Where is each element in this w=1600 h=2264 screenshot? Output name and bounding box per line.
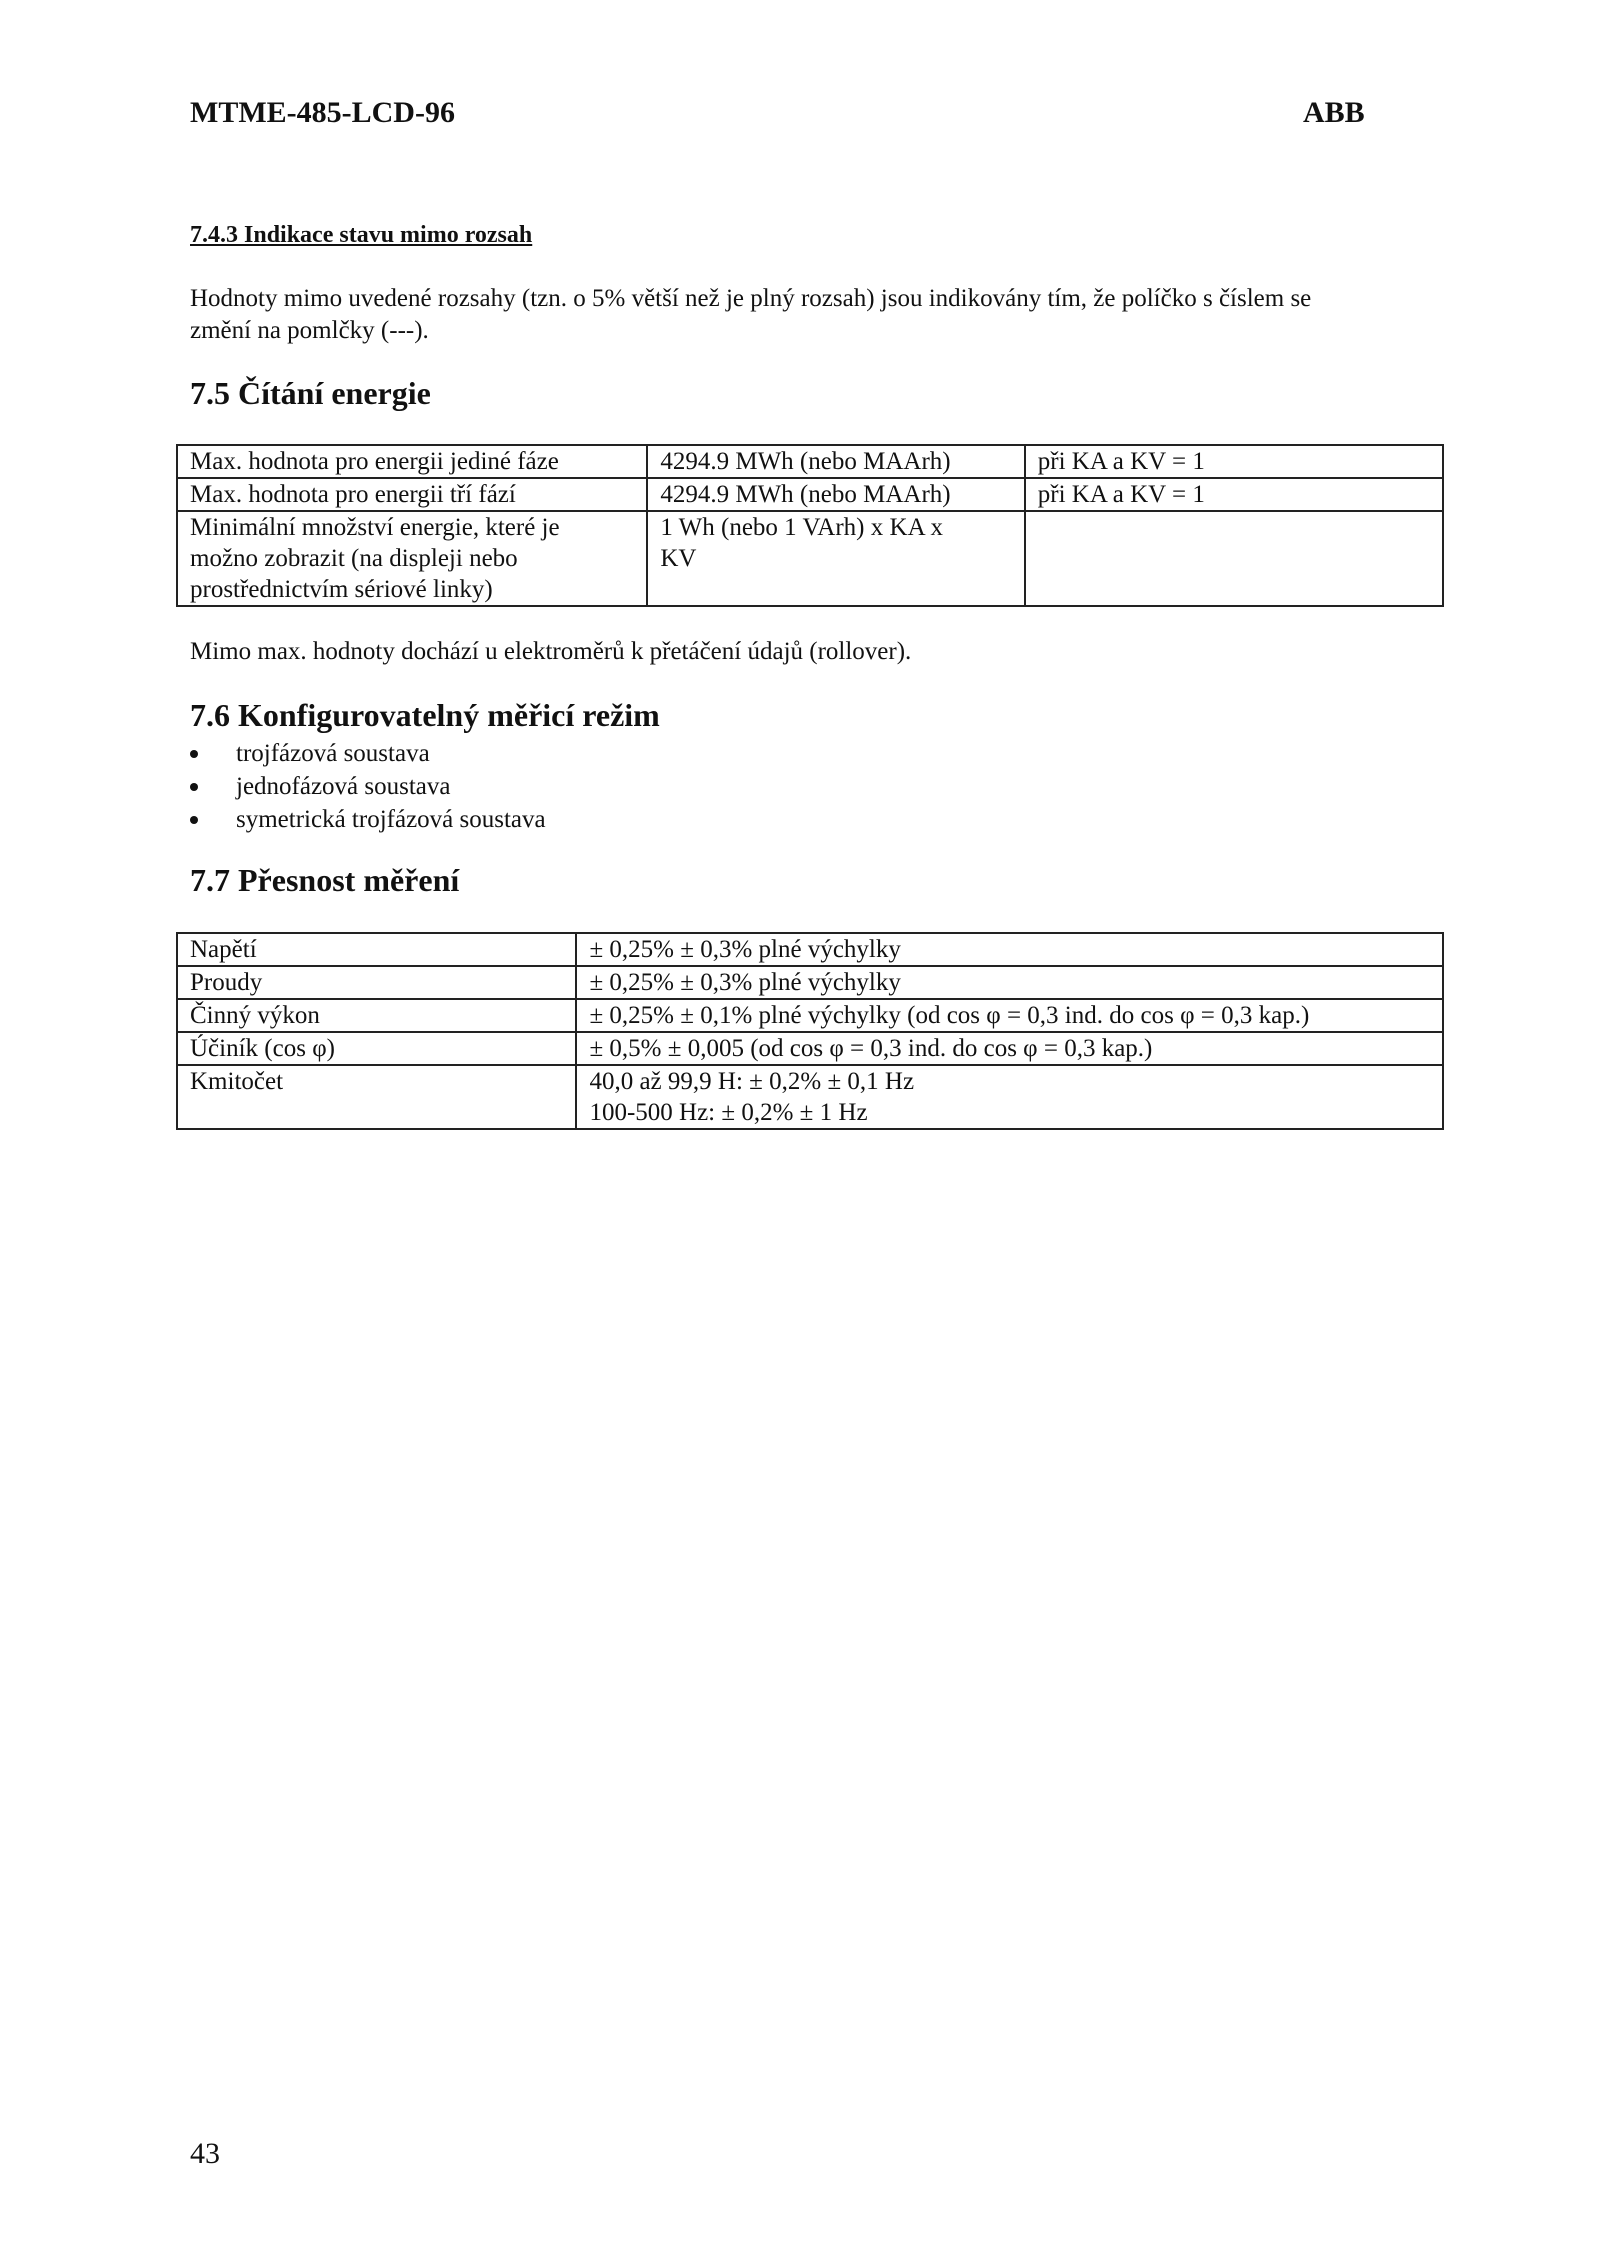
table-cell (1025, 478, 1443, 511)
cell-line: prostřednictvím sériové linky) (190, 576, 493, 603)
paragraph-line: Hodnoty mimo uvedené rozsahy (tzn. o 5% větší než je plný rozsah) jsou indikovány tím, že políčko s číslem se (190, 285, 1312, 312)
accuracy-cell (576, 933, 1443, 966)
accuracy-cell (576, 966, 1443, 999)
quantity-cell: Činný výkon (177, 999, 576, 1032)
quantity-cell: Kmitočet (177, 1065, 576, 1129)
table-row (177, 933, 1443, 966)
table-cell (647, 445, 1024, 478)
table-cell (177, 511, 647, 606)
header-model: MTME-485-LCD-96 (190, 96, 455, 129)
cell-line: Minimální množství energie, které je (190, 514, 560, 541)
cell-line: 4294.9 MWh (nebo MAArh) (660, 448, 951, 475)
cell-line: 1 Wh (nebo 1 VArh) x KA x (660, 514, 943, 541)
energy-table (176, 444, 1444, 607)
bullet-icon (190, 783, 198, 791)
table-row (177, 1065, 1443, 1129)
cell-line (1038, 512, 1430, 543)
list-item-label: jednofázová soustava (236, 773, 451, 800)
cell-line: 40,0 až 99,9 H: ± 0,2% ± 0,1 Hz (589, 1068, 915, 1095)
table-cell (647, 511, 1024, 606)
header-brand: ABB (1303, 96, 1365, 129)
cell-line: ± 0,5% ± 0,005 (od cos φ = 0,3 ind. do cos φ = 0,3 kap.) (589, 1035, 1153, 1062)
table-row (177, 445, 1443, 478)
section-title-77: 7.7 Přesnost měření (190, 862, 460, 898)
table-row (177, 1032, 1443, 1065)
bullet-icon (190, 750, 198, 758)
table-row (177, 478, 1443, 511)
subsection-title-743: 7.4.3 Indikace stavu mimo rozsah (190, 222, 533, 248)
cell-line: při KA a KV = 1 (1037, 481, 1205, 508)
cell-line: ± 0,25% ± 0,1% plné výchylky (od cos φ = 0,3 ind. do cos φ = 0,3 kap.) (589, 1002, 1310, 1029)
page-number: 43 (190, 2137, 220, 2170)
list-item-label: symetrická trojfázová soustava (236, 806, 546, 833)
quantity-cell: Napětí (177, 933, 576, 966)
quantity-cell: Účiník (cos φ) (177, 1032, 576, 1065)
table-cell (1025, 445, 1443, 478)
table-cell (1025, 511, 1443, 606)
cell-line: Max. hodnota pro energii jediné fáze (190, 448, 559, 475)
table-cell (647, 478, 1024, 511)
cell-line: Max. hodnota pro energii tří fází (190, 481, 516, 508)
cell-line: 100-500 Hz: ± 0,2% ± 1 Hz (589, 1099, 868, 1126)
table-row (177, 966, 1443, 999)
table-row (177, 511, 1443, 606)
cell-line: ± 0,25% ± 0,3% plné výchylky (589, 936, 901, 963)
list-item (190, 770, 546, 803)
section-title-75: 7.5 Čítání energie (190, 375, 431, 411)
cell-line: při KA a KV = 1 (1037, 448, 1205, 475)
list-item (190, 737, 546, 770)
rollover-note: Mimo max. hodnoty dochází u elektroměrů k přetáčení údajů (rollover). (190, 638, 912, 665)
table-row (177, 999, 1443, 1032)
cell-line: ± 0,25% ± 0,3% plné výchylky (589, 969, 901, 996)
accuracy-cell (576, 1065, 1443, 1129)
paragraph-line: změní na pomlčky (---). (190, 317, 429, 344)
cell-line: KV (660, 545, 697, 572)
list-item-label: trojfázová soustava (236, 740, 430, 767)
table-cell (177, 445, 647, 478)
table-cell (177, 478, 647, 511)
section-title-76: 7.6 Konfigurovatelný měřicí režim (190, 697, 660, 733)
bullet-icon (190, 816, 198, 824)
accuracy-cell (576, 999, 1443, 1032)
mode-list (190, 737, 546, 836)
paragraph-out-of-range (190, 283, 1311, 347)
accuracy-table (176, 932, 1444, 1130)
accuracy-cell (576, 1032, 1443, 1065)
cell-line: 4294.9 MWh (nebo MAArh) (660, 481, 951, 508)
list-item (190, 803, 546, 836)
quantity-cell: Proudy (177, 966, 576, 999)
cell-line: možno zobrazit (na displeji nebo (190, 545, 518, 572)
